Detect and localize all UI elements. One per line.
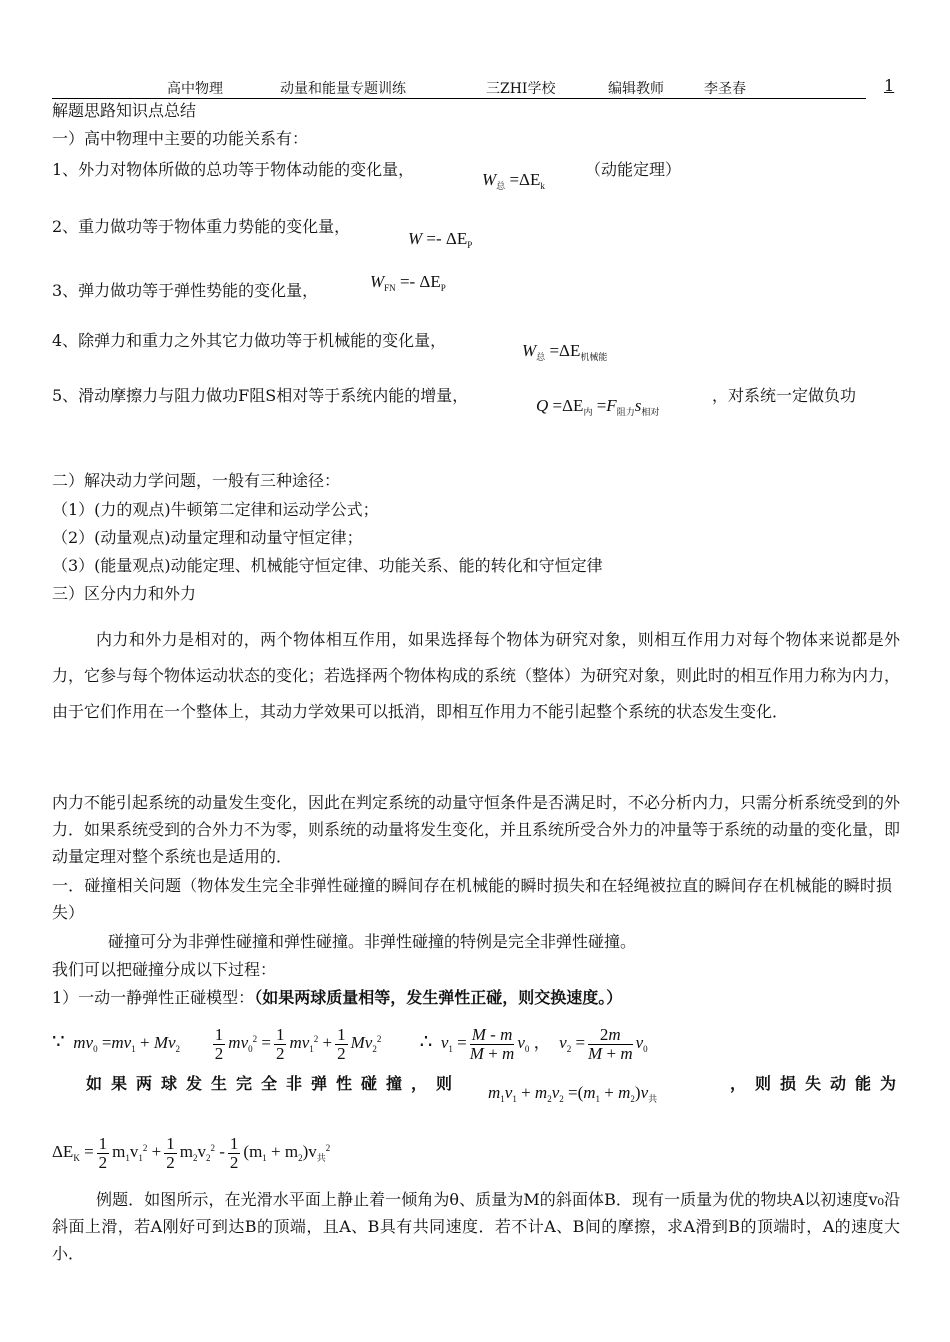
inelastic-text-left: 如果两球发生完全非弹性碰撞，则 <box>86 1074 462 1093</box>
formula-elastic-work: $W_{FN} =- \Delta E_P$ <box>370 272 446 293</box>
paragraph-momentum-conservation: 内力不能引起系统的动量发生变化，因此在判定系统的动量守恒条件是否满足时，不必分析内力，只需分析系统受到的外力．如果系统受到的合外力不为零，则系统的动量将发生变化，并且系统所受合外力的冲量等于系统的动量的变化量，即动量定理对整个系统也是适用的． <box>52 793 901 866</box>
collision-intro: 碰撞可分为非弹性碰撞和弹性碰撞。非弹性碰撞的特例是完全非弹性碰撞。 <box>108 932 637 951</box>
relation-5: 5、滑动摩擦力与阻力做功F阻S相对等于系统内能的增量， <box>52 386 469 405</box>
section1-heading: 一）高中物理中主要的功能关系有： <box>52 129 309 148</box>
header-editor-label: 编辑教师 <box>608 81 664 97</box>
elastic-model-label: 1）一动一静弹性正碰模型： <box>52 988 255 1007</box>
inelastic-text-right: ，则损失动能为 <box>730 1074 906 1093</box>
method-energy: （3）(能量观点)动能定理、机械能守恒定律、功能关系、能的转化和守恒定律 <box>52 556 603 575</box>
elastic-model-note: （如果两球质量相等，发生弹性正碰，则交换速度。） <box>254 988 623 1007</box>
section2-heading: 二）解决动力学问题，一般有三种途径： <box>52 471 341 490</box>
relation-1-suffix: （动能定理） <box>585 160 682 179</box>
page-number: 1 <box>884 76 895 95</box>
method-momentum: （2）(动量观点)动量定理和动量守恒定律； <box>52 528 363 547</box>
relation-3: 3、弹力做功等于弹性势能的变化量， <box>52 281 319 300</box>
method-force: （1）(力的观点)牛顿第二定律和运动学公式； <box>52 500 379 519</box>
elastic-model-line <box>52 988 622 1007</box>
relation-1: 1、外力对物体所做的总功等于物体动能的变化量， <box>52 160 415 179</box>
header-editor-name: 李圣春 <box>704 81 746 97</box>
formula-gravity-work: $W =- \Delta E_P$ <box>408 229 473 250</box>
formula-kinetic-loss: $\Delta E_K$ = $\frac{1}{2}$ $m_1v_1^2$ + $\frac{1}{2}$ $m_2v_2^2$ - $\frac{1}{2}$ $(m_1 + m_2)v_共^2$ <box>52 1133 331 1172</box>
page-header <box>52 78 866 99</box>
formula-friction-heat: $Q =\Delta E_内 =F_{阻力}s_{相对}$ <box>536 396 660 417</box>
page-title: 解题思路知识点总结 <box>52 101 197 120</box>
formula-mechanical-energy: $W_总 =\Delta E_{机械能}$ <box>522 341 608 362</box>
collision-process: 我们可以把碰撞分成以下过程： <box>52 960 277 979</box>
relation-4: 4、除弹力和重力之外其它力做功等于机械能的变化量， <box>52 331 447 350</box>
paragraph-internal-external: 内力和外力是相对的，两个物体相互作用，如果选择每个物体为研究对象，则相互作用力对每个物体来说都是外力，它参与每个物体运动状态的变化；若选择两个物体构成的系统（整体）为研究对象，则此时的相互作用力称为内力，由于它们作用在一个整体上，其动力学效果可以抵消，即相互作用力不能引起整个系统的状态发生变化． <box>52 630 901 721</box>
relation-2: 2、重力做功等于物体重力势能的变化量， <box>52 217 351 236</box>
section3-heading: 三）区分内力和外力 <box>52 584 197 603</box>
formula-work-kinetic: $W_总 =\Delta E_k$ <box>482 170 545 191</box>
example-problem: 例题．如图所示，在光滑水平面上静止着一倾角为θ、质量为M的斜面体B．现有一质量为优的物块A以初速度v₀沿斜面上滑，若A刚好可到达B的顶端，且A、B具有共同速度．若不计A、B间的摩擦，求A滑到B的顶端时，A的速度大小． <box>52 1190 900 1263</box>
relation-5-suffix: ，对系统一定做负功 <box>712 386 857 405</box>
header-school: 三ZHI学校 <box>486 81 556 97</box>
collision-heading: 一．碰撞相关问题（物体发生完全非弹性碰撞的瞬间存在机械能的瞬时损失和在轻绳被拉直的瞬间存在机械能的瞬时损失） <box>52 876 892 922</box>
header-topic: 动量和能量专题训练 <box>280 81 406 97</box>
formula-inelastic-momentum: $m_1v_1 + m_2v_2 =(m_1 + m_2)v_共$ <box>488 1083 658 1104</box>
formula-elastic-collision: ∵ $mv_0 =mv_1 + Mv_2$ $\frac{1}{2}$ $mv_0^2$ = $\frac{1}{2}$ $mv_1^2$ + $\frac{1}{2}$ $Mv_2^2$ ∴ $v_1$ = $\frac{M - m}{M + m}$ $v_0$ ， $v_2$ = $\frac{2m}{M + m}$ $v_0$ <box>52 1024 648 1063</box>
header-subject: 高中物理 <box>167 81 223 97</box>
